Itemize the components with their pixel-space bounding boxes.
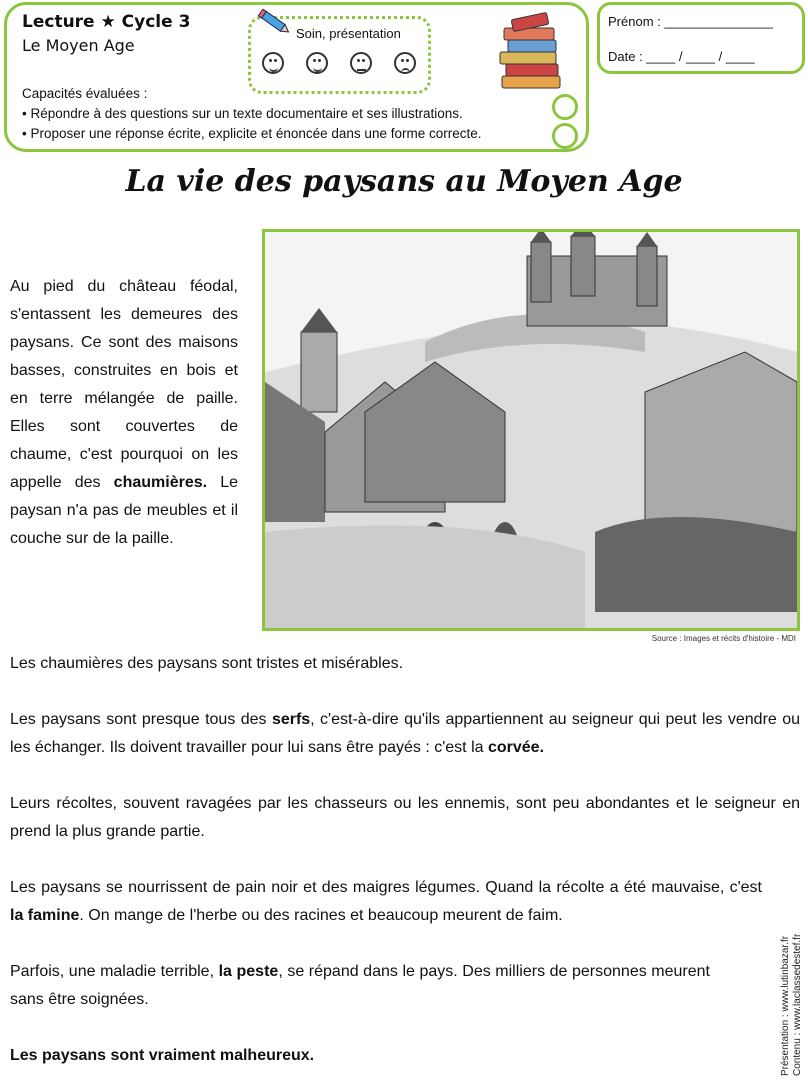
- paragraph: Les paysans sont presque tous des serfs, c'est-à-dire qu'ils appartiennent au seigneur qui peut les vendre ou les échanger. Ils doivent travailler pour lui sans être payés : c'est la corvée.: [10, 711, 800, 756]
- prenom-field[interactable]: Prénom : _______________: [608, 14, 773, 29]
- village-illustration: [262, 229, 800, 631]
- evaluation-circle[interactable]: [552, 94, 578, 120]
- series-label: Lecture ★ Cycle 3: [22, 12, 191, 32]
- page-title: La vie des paysans au Moyen Age: [125, 164, 683, 199]
- paragraph: Les chaumières des paysans sont tristes et misérables.: [10, 655, 404, 672]
- face-icon: [350, 52, 372, 74]
- subject-label: Le Moyen Age: [22, 36, 135, 55]
- credit-contenu: Contenu : www.laclassedestef.fr: [792, 933, 803, 1076]
- capacity-item: • Répondre à des questions sur un texte documentaire et ses illustrations.: [22, 106, 463, 121]
- capacity-item: • Proposer une réponse écrite, explicite et énoncée dans une forme correcte.: [22, 126, 482, 141]
- date-field[interactable]: Date : ____ / ____ / ____: [608, 49, 755, 64]
- image-source: Source : Images et récits d'histoire - MDI: [651, 634, 796, 643]
- intro-paragraph: Au pied du château féodal, s'entassent les demeures des paysans. Ce sont des maisons basses, construites en bois et en terre mélangée de paille. Elles sont couvertes de chaume, c'est pourquoi on les appelle des chaumières. Le paysan n'a pas de meubles et il couche sur de la paille.: [10, 278, 238, 547]
- paragraph: Les paysans se nourrissent de pain noir et des maigres légumes. Quand la récolte a été mauvaise, c'est la famine. On mange de l'herbe ou des racines et beaucoup meurent de faim.: [10, 879, 762, 924]
- soin-label: Soin, présentation: [296, 26, 401, 41]
- conclusion: Les paysans sont vraiment malheureux.: [10, 1047, 315, 1064]
- paragraph: Leurs récoltes, souvent ravagées par les chasseurs ou les ennemis, sont peu abondantes et le seigneur en prend la plus grande partie.: [10, 795, 800, 840]
- books-icon: [496, 10, 568, 92]
- face-icon: [394, 52, 416, 74]
- face-icon: [262, 52, 284, 74]
- credit-presentation: Présentation : www.lutinbazar.fr: [780, 935, 791, 1076]
- credits: [776, 908, 806, 1078]
- evaluation-circle[interactable]: [552, 123, 578, 149]
- paragraph: Parfois, une maladie terrible, la peste, se répand dans le pays. Des milliers de personnes meurent sans être soignées.: [10, 963, 710, 1008]
- pencil-icon: [256, 8, 292, 38]
- capacities-title: Capacités évaluées :: [22, 86, 148, 101]
- face-icon: [306, 52, 328, 74]
